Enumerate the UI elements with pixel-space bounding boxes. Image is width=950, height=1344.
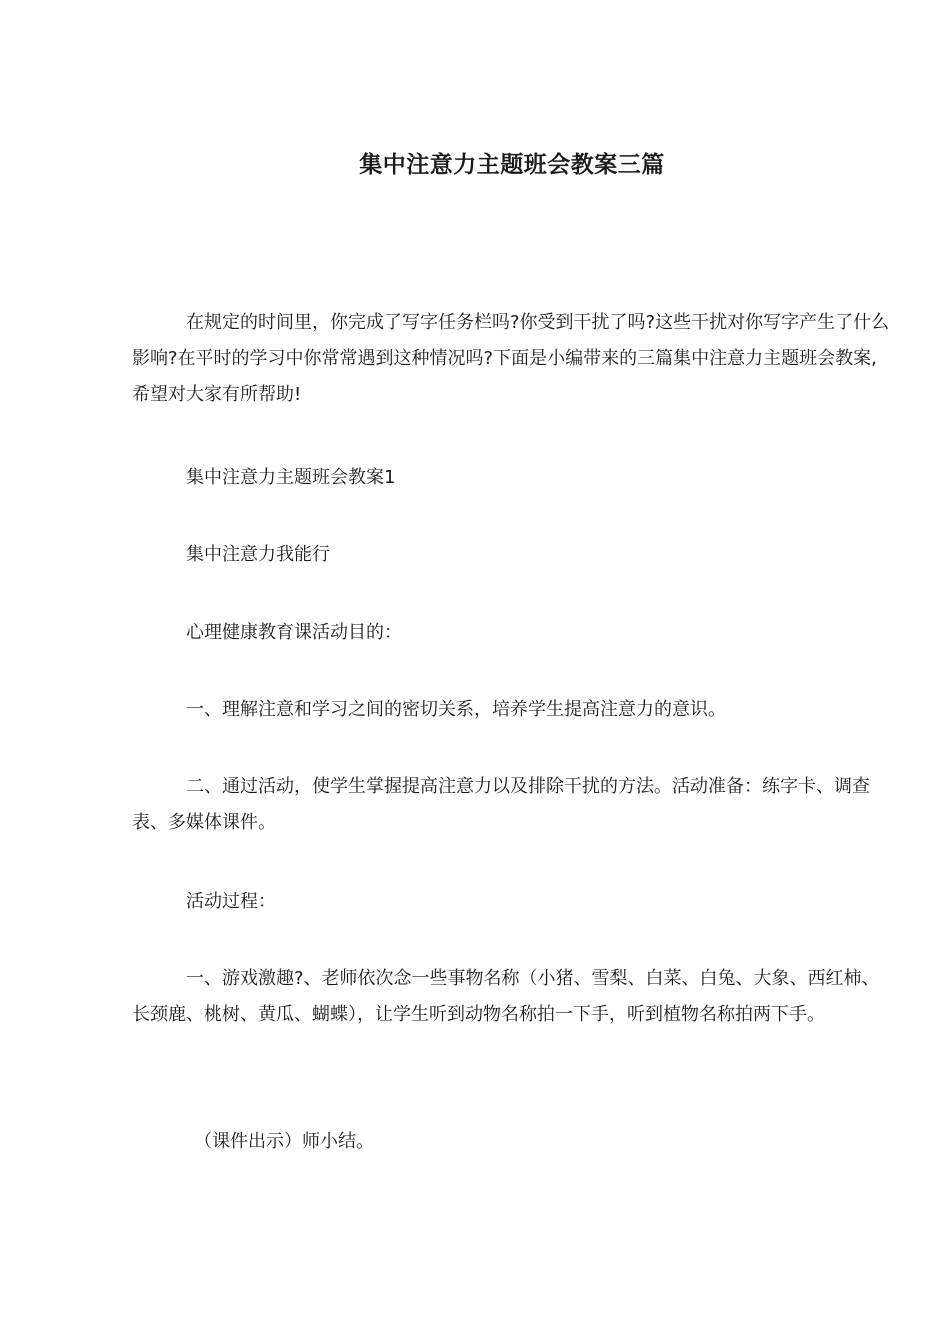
intro-paragraph: 在规定的时间里，你完成了写字任务栏吗?你受到干扰了吗?这些干扰对你写字产生了什么影响?在平时的学习中你常常遇到这种情况吗?下面是小编带来的三篇集中注意力主题班会教案,希望对大家有所帮助! [132, 312, 890, 405]
lesson-title: 集中注意力我能行 [186, 544, 330, 565]
document-title: 集中注意力主题班会教案三篇 [359, 152, 665, 178]
goals-heading: 心理健康教育课活动目的： [186, 622, 402, 643]
goal-item-2: 二、通过活动，使学生掌握提高注意力以及排除干扰的方法。活动准备：练字卡、调查表、多媒体课件。 [132, 776, 870, 833]
goal-item-1: 一、理解注意和学习之间的密切关系，培养学生提高注意力的意识。 [186, 699, 726, 720]
section-heading: 集中注意力主题班会教案1 [186, 467, 396, 488]
process-heading: 活动过程： [186, 891, 276, 912]
process-step-1: 一、游戏激趣?、老师依次念一些事物名称（小猪、雪梨、白菜、白兔、大象、西红柿、长颈鹿、桃树、黄瓜、蝴蝶），让学生听到动物名称拍一下手，听到植物名称拍两下手。 [132, 968, 880, 1025]
process-note: （课件出示）师小结。 [194, 1131, 374, 1152]
